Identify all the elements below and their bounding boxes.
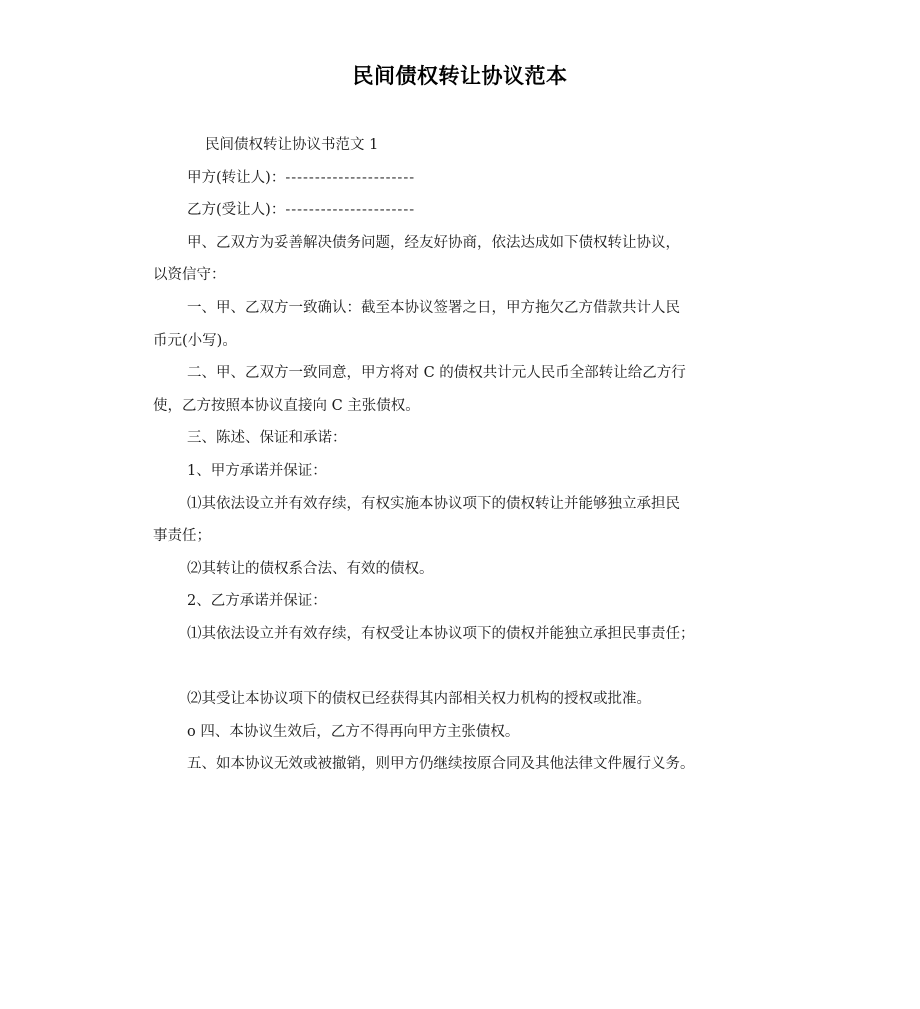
clause-3-2-heading: 2、乙方承诺并保证： (187, 593, 327, 610)
party-a-line (153, 162, 773, 195)
clause-3-2-item-2: ⑵其受让本协议项下的债权已经获得其内部相关权力机构的授权或批准。 (187, 691, 651, 708)
clause-3-1-item-1-line-1: ⑴其依法设立并有效存续，有权实施本协议项下的债权转让并能够独立承担民 (187, 495, 680, 512)
party-a-label: 甲方(转让人)： (187, 169, 286, 186)
document-body (153, 129, 773, 781)
preamble-line-1: 甲、乙双方为妥善解决债务问题，经友好协商，依法达成如下债权转让协议， (187, 234, 680, 251)
clause-3-1-item-2: ⑵其转让的债权系合法、有效的债权。 (187, 560, 434, 577)
party-b-line (153, 194, 773, 227)
document-title: 民间债权转让协议范本 (352, 64, 568, 88)
clause-4: o 四、本协议生效后，乙方不得再向甲方主张债权。 (187, 723, 520, 740)
clause-1-line-1: 一、甲、乙双方一致确认：截至本协议签署之日，甲方拖欠乙方借款共计人民 (187, 299, 680, 316)
clause-5: 五、如本协议无效或被撤销，则甲方仍继续按原合同及其他法律文件履行义务。 (187, 756, 695, 773)
clause-2-line-2: 使，乙方按照本协议直接向 C 主张债权。 (153, 397, 420, 414)
clause-3-2-item-1: ⑴其依法设立并有效存续，有权受让本协议项下的债权并能独立承担民事责任； (187, 625, 695, 642)
party-a-blank: ---------------------- (285, 169, 416, 186)
clause-3-1-item-1-line-2: 事责任； (153, 528, 211, 545)
clause-3-1-heading: 1、甲方承诺并保证： (187, 462, 327, 479)
party-b-blank: ---------------------- (285, 202, 416, 219)
clause-2-line-1: 二、甲、乙双方一致同意，甲方将对 C 的债权共计元人民币全部转让给乙方行 (187, 365, 686, 382)
clause-3-heading: 三、陈述、保证和承诺： (187, 430, 347, 447)
party-b-label: 乙方(受让人)： (187, 202, 286, 219)
preamble-line-2: 以资信守： (153, 267, 226, 284)
clause-1-line-2: 币元(小写)。 (153, 332, 237, 349)
subtitle: 民间债权转让协议书范文 1 (205, 137, 379, 153)
paragraph-gap (153, 651, 773, 684)
